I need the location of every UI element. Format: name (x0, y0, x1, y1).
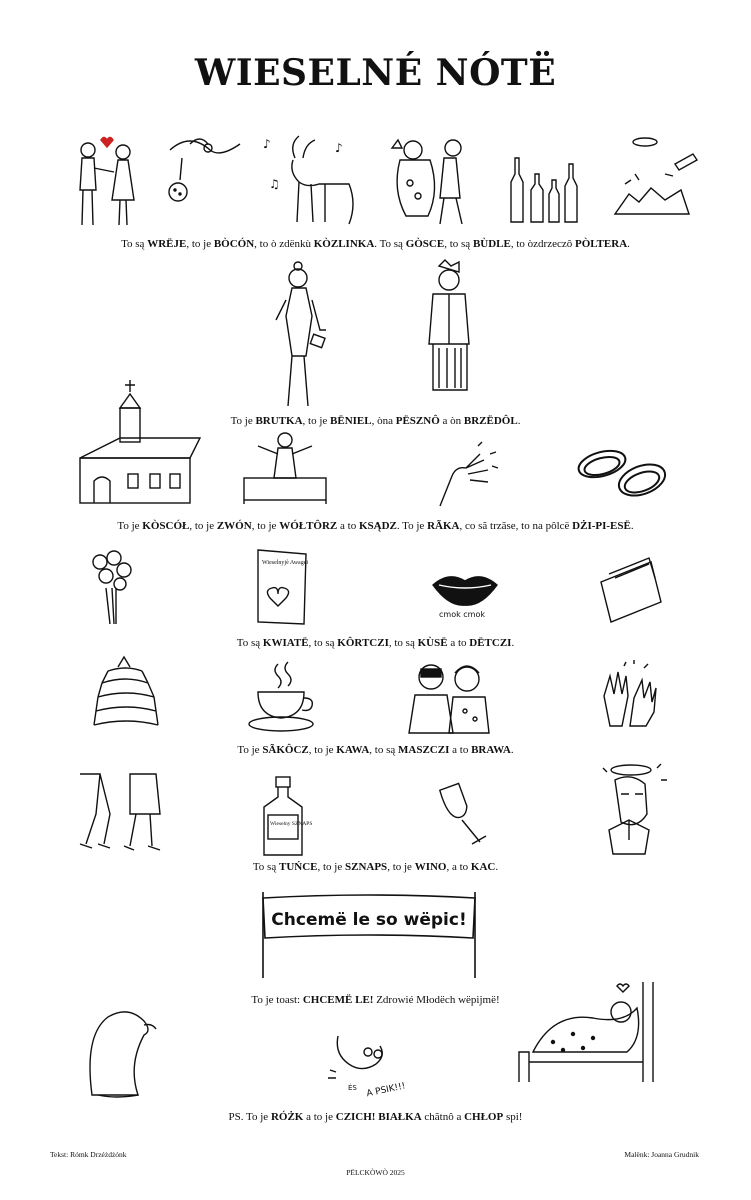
caption-text: PS. To je (228, 1111, 271, 1123)
caption-6 (0, 860, 751, 874)
caption-text: , to òzdrzeczô (510, 238, 575, 250)
caption-keyword: WINO (414, 861, 447, 873)
caption-text: To są (121, 238, 148, 250)
caption-keyword: KÙSË (417, 637, 448, 649)
caption-text: , òna (371, 415, 396, 427)
bottle-label: Wieselny SZNAPS (270, 821, 313, 827)
horn-illustration (78, 1005, 163, 1100)
caption-keyword: KAWA (336, 744, 370, 756)
caption-text: , to są (308, 637, 338, 649)
caption-text: , to je (317, 861, 345, 873)
caption-4 (0, 636, 751, 650)
groom-illustration (415, 258, 485, 393)
caption-text: a to (449, 744, 472, 756)
stork-illustration (160, 130, 250, 210)
caption-text: spi! (503, 1111, 523, 1123)
caption-text: , to je (186, 238, 214, 250)
sleeping-bed-illustration (513, 972, 663, 1092)
caption-keyword: DŻI-PI-ESË (572, 520, 631, 532)
coffee-cup-illustration (248, 660, 323, 735)
caption-keyword: PÒLTERA (574, 238, 628, 250)
caption-keyword: KÔRTCZI (337, 637, 389, 649)
caption-text: , to je (387, 861, 415, 873)
caption-text: To je (117, 520, 143, 532)
caption-8 (0, 1110, 751, 1124)
dancing-legs-illustration (70, 770, 165, 855)
caption-text: To są (236, 637, 263, 649)
schnapps-bottle-illustration (258, 775, 313, 857)
wedding-rings-illustration (572, 440, 672, 505)
money-envelope-illustration (595, 552, 667, 624)
svg-text:♫: ♫ (269, 177, 280, 191)
caption-text: . (517, 415, 521, 427)
bride-illustration (268, 260, 328, 410)
banner-text: Chcemë le so wëpic! (271, 910, 467, 930)
caption-keyword: GÒSCE (405, 238, 445, 250)
caption-keyword: KÒSCÓŁ (142, 520, 190, 532)
caption-text: . To je (396, 520, 428, 532)
hand-illustration (430, 440, 500, 510)
caption-text: a to je (303, 1111, 336, 1123)
caption-text: , to są (388, 637, 418, 649)
sneeze-small-text: ÉS (348, 1084, 357, 1092)
kiss-text: cmok cmok (439, 610, 485, 619)
caption-keyword: BRAWA (471, 744, 511, 756)
caption-keyword: MASZCZI (398, 744, 450, 756)
caption-keyword: TUŃCE (278, 861, 318, 873)
caption-keyword: SÃKÔCZ (262, 744, 309, 756)
caption-text: a to (447, 637, 470, 649)
caption-keyword: CHCEMË LE! (302, 994, 374, 1006)
card-text: Wieselnyjè Awagei (262, 560, 309, 566)
caption-text: , co sã trzãse, to na pôlcë (459, 520, 573, 532)
caption-text: To są (252, 861, 279, 873)
greeting-card-illustration (256, 548, 308, 626)
caption-keyword: CHŁOP (464, 1111, 504, 1123)
caption-text: To je (237, 744, 263, 756)
caption-text: , to je (308, 744, 337, 756)
caption-keyword: BÒCÓN (213, 238, 255, 250)
caption-keyword: CZICH! (335, 1111, 376, 1123)
flowers-illustration (86, 548, 136, 628)
caption-keyword: ZWÓN (216, 520, 252, 532)
church-illustration (70, 378, 200, 508)
caption-keyword: KÒZLINKA (313, 238, 375, 250)
caption-text: , to ò zdënkù (254, 238, 314, 250)
caption-keyword: KSĄDZ (358, 520, 397, 532)
page-title: WIESELNÉ NÓTË (194, 52, 557, 94)
caption-keyword: KWIATË (262, 637, 309, 649)
caption-keyword: RÓŻK (270, 1111, 304, 1123)
caption-text: . (511, 637, 515, 649)
caption-keyword: BËNIEL (330, 415, 372, 427)
sneeze-illustration (318, 1030, 418, 1102)
clapping-hands-illustration (596, 660, 661, 730)
caption-text: , a to (446, 861, 471, 873)
caption-keyword: WÓŁTÔRZ (279, 520, 338, 532)
sneeze-text: A PSIK!!! (365, 1081, 407, 1100)
hangover-man-illustration (595, 760, 670, 855)
toast-banner-illustration (255, 888, 483, 980)
goat-illustration (255, 128, 365, 228)
caption-text: To je toast: (251, 994, 303, 1006)
caption-text: a to (337, 520, 359, 532)
caption-text: , to są (369, 744, 399, 756)
footer-text-credit: Tekst: Rómk Drzéżdżónk (50, 1150, 127, 1159)
caption-keyword: PËSZNÔ (395, 415, 440, 427)
caption-text: , to je (189, 520, 217, 532)
masks-couple-illustration (405, 655, 495, 735)
caption-3 (0, 519, 751, 533)
bottles-illustration (505, 150, 590, 225)
caption-keyword: KAC (470, 861, 496, 873)
caption-keyword: RÃKA (427, 520, 460, 532)
broken-dishes-illustration (605, 124, 705, 224)
footer-illustration-credit: Malënk: Joanna Grudnik (624, 1150, 699, 1159)
caption-5 (0, 743, 751, 757)
caption-keyword: BRUTKA (255, 415, 303, 427)
wine-glass-illustration (438, 780, 493, 855)
caption-text: . (510, 744, 514, 756)
footer-place-year: PËLCKÒWÒ 2025 (346, 1168, 405, 1177)
caption-text: . (630, 520, 634, 532)
caption-text: , to je (302, 415, 331, 427)
caption-keyword: WRËJE (147, 238, 187, 250)
caption-1 (0, 237, 751, 251)
caption-keyword: DËTCZI (469, 637, 512, 649)
kiss-lips-illustration (425, 565, 505, 620)
caption-text: . (627, 238, 630, 250)
caption-text: a òn (439, 415, 464, 427)
altar-priest-illustration (240, 430, 330, 505)
guests-illustration (378, 128, 488, 228)
caption-text: , to są (444, 238, 473, 250)
caption-keyword: BÙDLE (472, 238, 511, 250)
caption-text: , to je (251, 520, 280, 532)
couple-illustration (68, 130, 148, 230)
svg-text:♪: ♪ (335, 141, 343, 155)
layered-cake-illustration (88, 655, 163, 735)
svg-text:♪: ♪ (263, 137, 271, 151)
caption-keyword: BIAŁKA (378, 1111, 422, 1123)
caption-text: . (495, 861, 499, 873)
caption-text: chãtnô a (421, 1111, 465, 1123)
caption-text: Zdrowié Młodëch wëpijmë! (373, 994, 500, 1006)
caption-text: To je (230, 415, 256, 427)
caption-keyword: SZNAPS (345, 861, 388, 873)
caption-keyword: BRZËDÔL (463, 415, 518, 427)
caption-text: . To są (374, 238, 406, 250)
